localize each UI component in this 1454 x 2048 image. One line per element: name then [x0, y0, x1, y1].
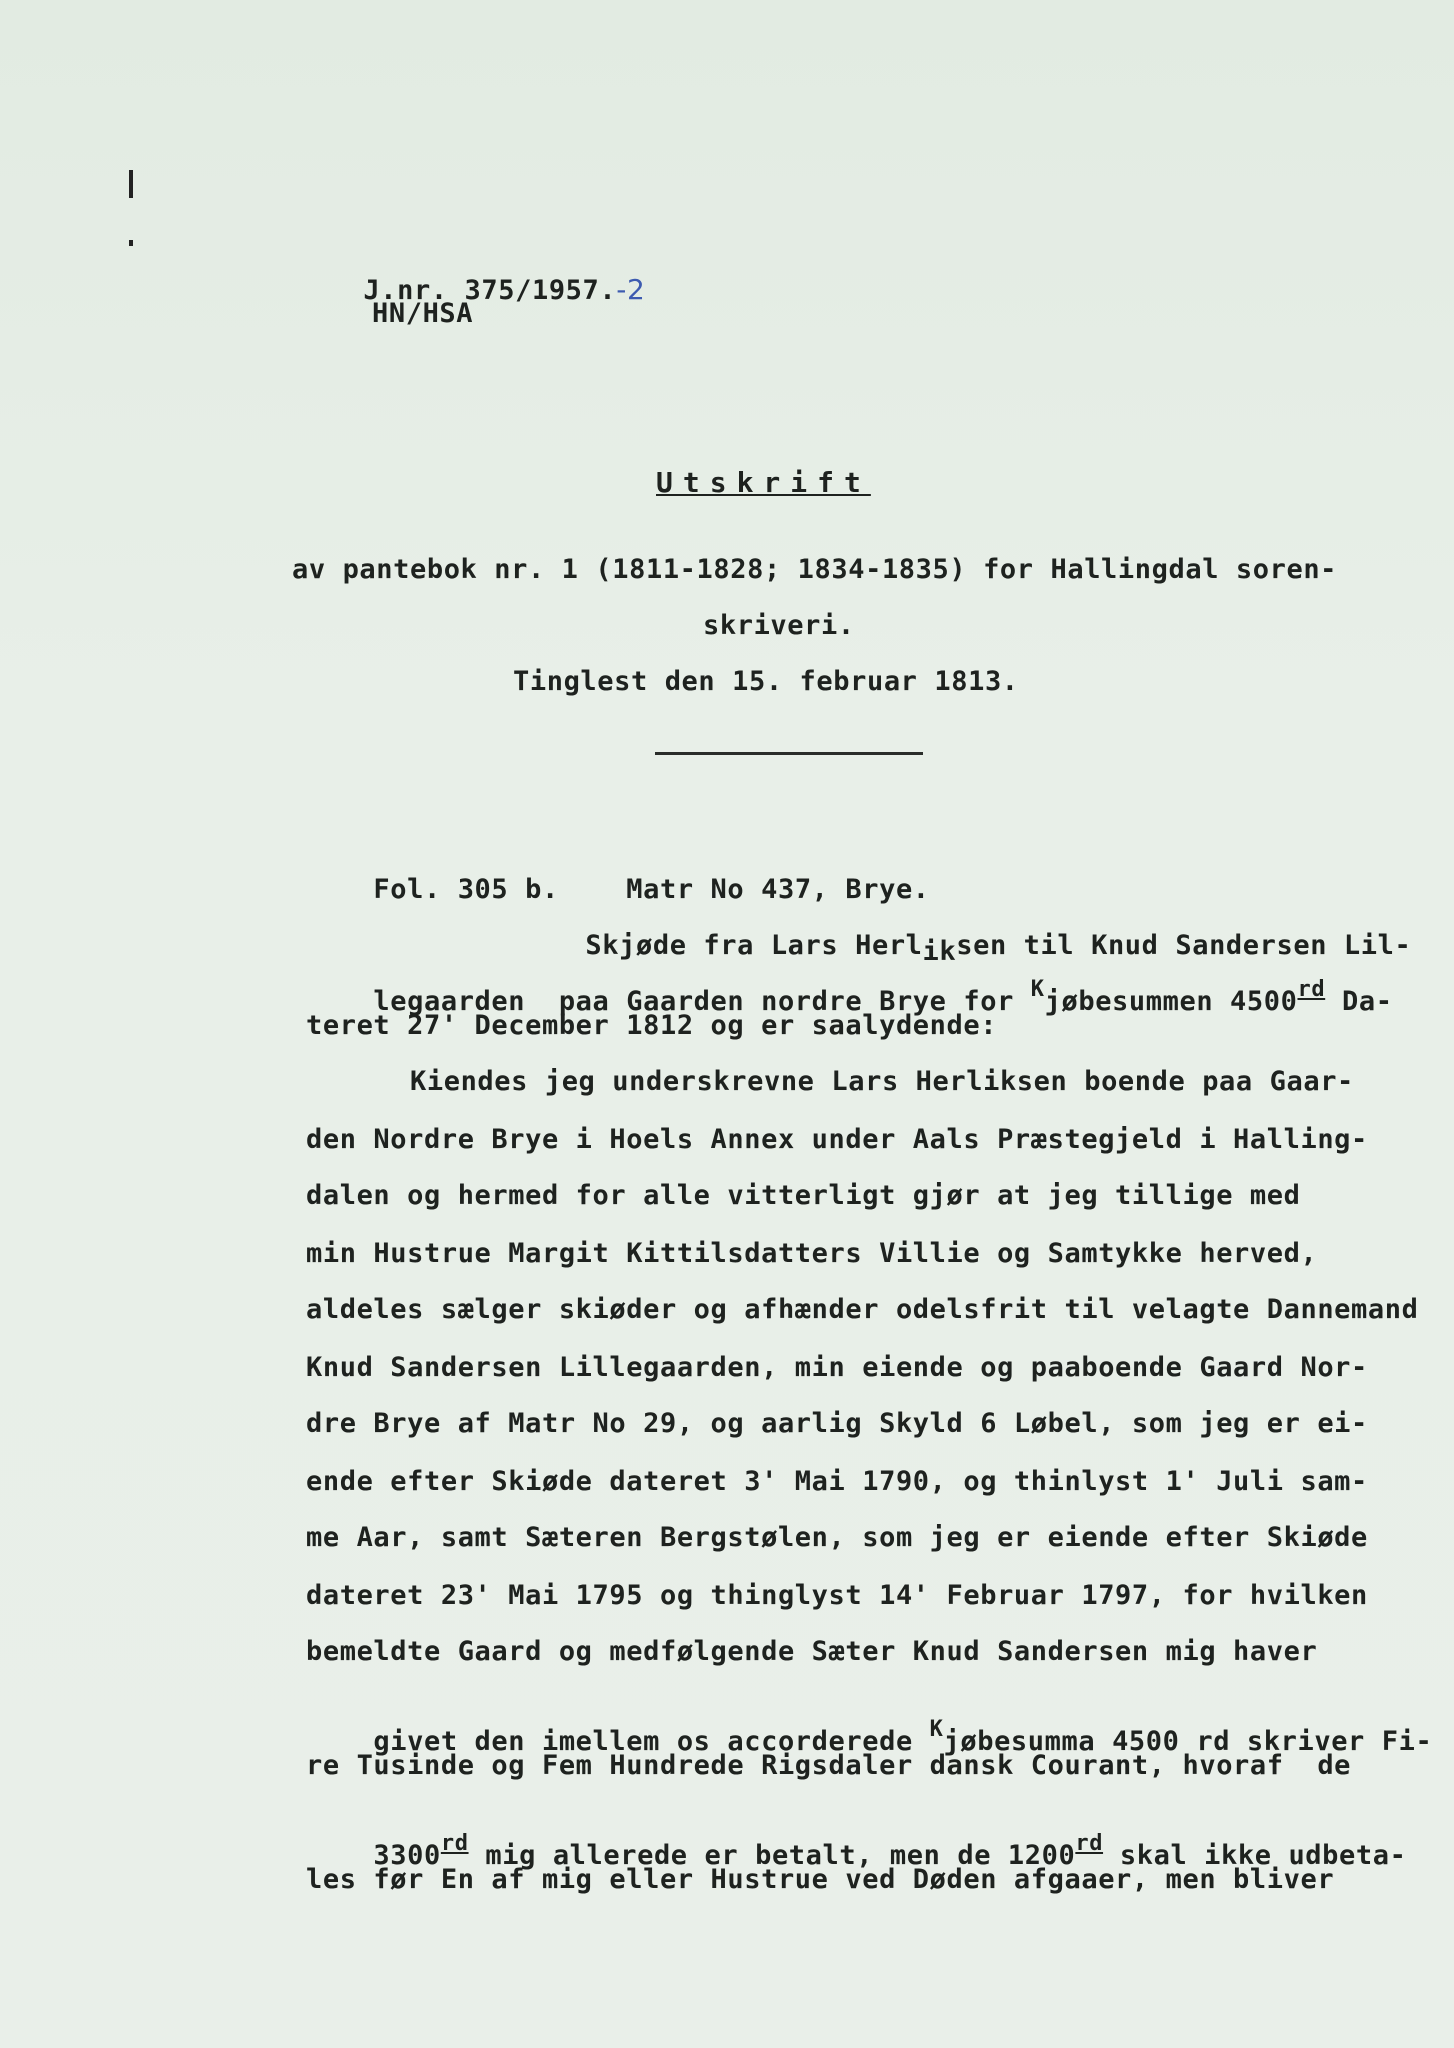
handwritten-suffix: -2 [616, 273, 646, 306]
body-line-15: givet den imellem os accorderede $^K$jøbesumma 4500 rd skriver Fi- [373, 1717, 1433, 1757]
body-line-2: legaarden paa Gaarden nordre Brye for $^K$jøbesummen 4500rd Da- [373, 977, 1393, 1017]
journal-number: J.nr. 375/1957.-2 [363, 273, 646, 306]
body-line-4: Kiendes jeg underskrevne Lars Herliksen boende paa Gaar- [410, 1066, 1354, 1097]
title-line-1: av pantebok nr. 1 (1811-1828; 1834-1835) for Hallingdal soren- [292, 554, 1338, 585]
title-line-3: Tinglest den 15. februar 1813. [513, 666, 1019, 697]
title-divider [655, 752, 923, 755]
body-line-7: min Hustrue Margit Kittilsdatters Villie og Samtykke herved, [306, 1238, 1318, 1269]
body-line-1: Skjøde fra Lars Herliksen til Knud Sandersen Lil- [585, 930, 1412, 967]
body-line-11: ende efter Skiøde dateret 3' Mai 1790, og thinlyst 1' Juli sam- [306, 1466, 1368, 1497]
folio-line: Fol. 305 b. Matr No 437, Brye. [373, 874, 930, 905]
margin-mark [129, 170, 133, 198]
initials: HN/HSA [372, 298, 474, 329]
body-line-14: bemeldte Gaard og medfølgende Sæter Knud Sandersen mig haver [306, 1636, 1318, 1667]
title-line-2: skriveri. [703, 610, 855, 641]
margin-dot [129, 240, 133, 246]
body-line-18: les før En af mig eller Hustrue ved Døden afgaaer, men bliver [306, 1864, 1335, 1895]
body-line-3: teret 27' December 1812 og er saalydende: [306, 1010, 998, 1041]
body-line-9: Knud Sandersen Lillegaarden, min eiende og paaboende Gaard Nor- [306, 1352, 1368, 1383]
body-line-5: den Nordre Brye i Hoels Annex under Aals Præstegjeld i Halling- [306, 1124, 1368, 1155]
document-heading: Utskrift [656, 466, 871, 499]
body-line-13: dateret 23' Mai 1795 og thinglyst 14' Februar 1797, for hvilken [306, 1580, 1368, 1611]
body-line-16: re Tusinde og Fem Hundrede Rigsdaler dansk Courant, hvoraf de [306, 1750, 1352, 1781]
body-line-8: aldeles sælger skiøder og afhænder odelsfrit til velagte Dannemand [306, 1294, 1419, 1325]
body-line-10: dre Brye af Matr No 29, og aarlig Skyld 6 Løbel, som jeg er ei- [306, 1408, 1368, 1439]
body-line-6: dalen og hermed for alle vitterligt gjør at jeg tillige med [306, 1180, 1301, 1211]
body-line-17: 3300rd mig allerede er betalt, men de 1200rd skal ikke udbeta- [373, 1831, 1407, 1871]
body-line-12: me Aar, samt Sæteren Bergstølen, som jeg er eiende efter Skiøde [306, 1522, 1368, 1553]
